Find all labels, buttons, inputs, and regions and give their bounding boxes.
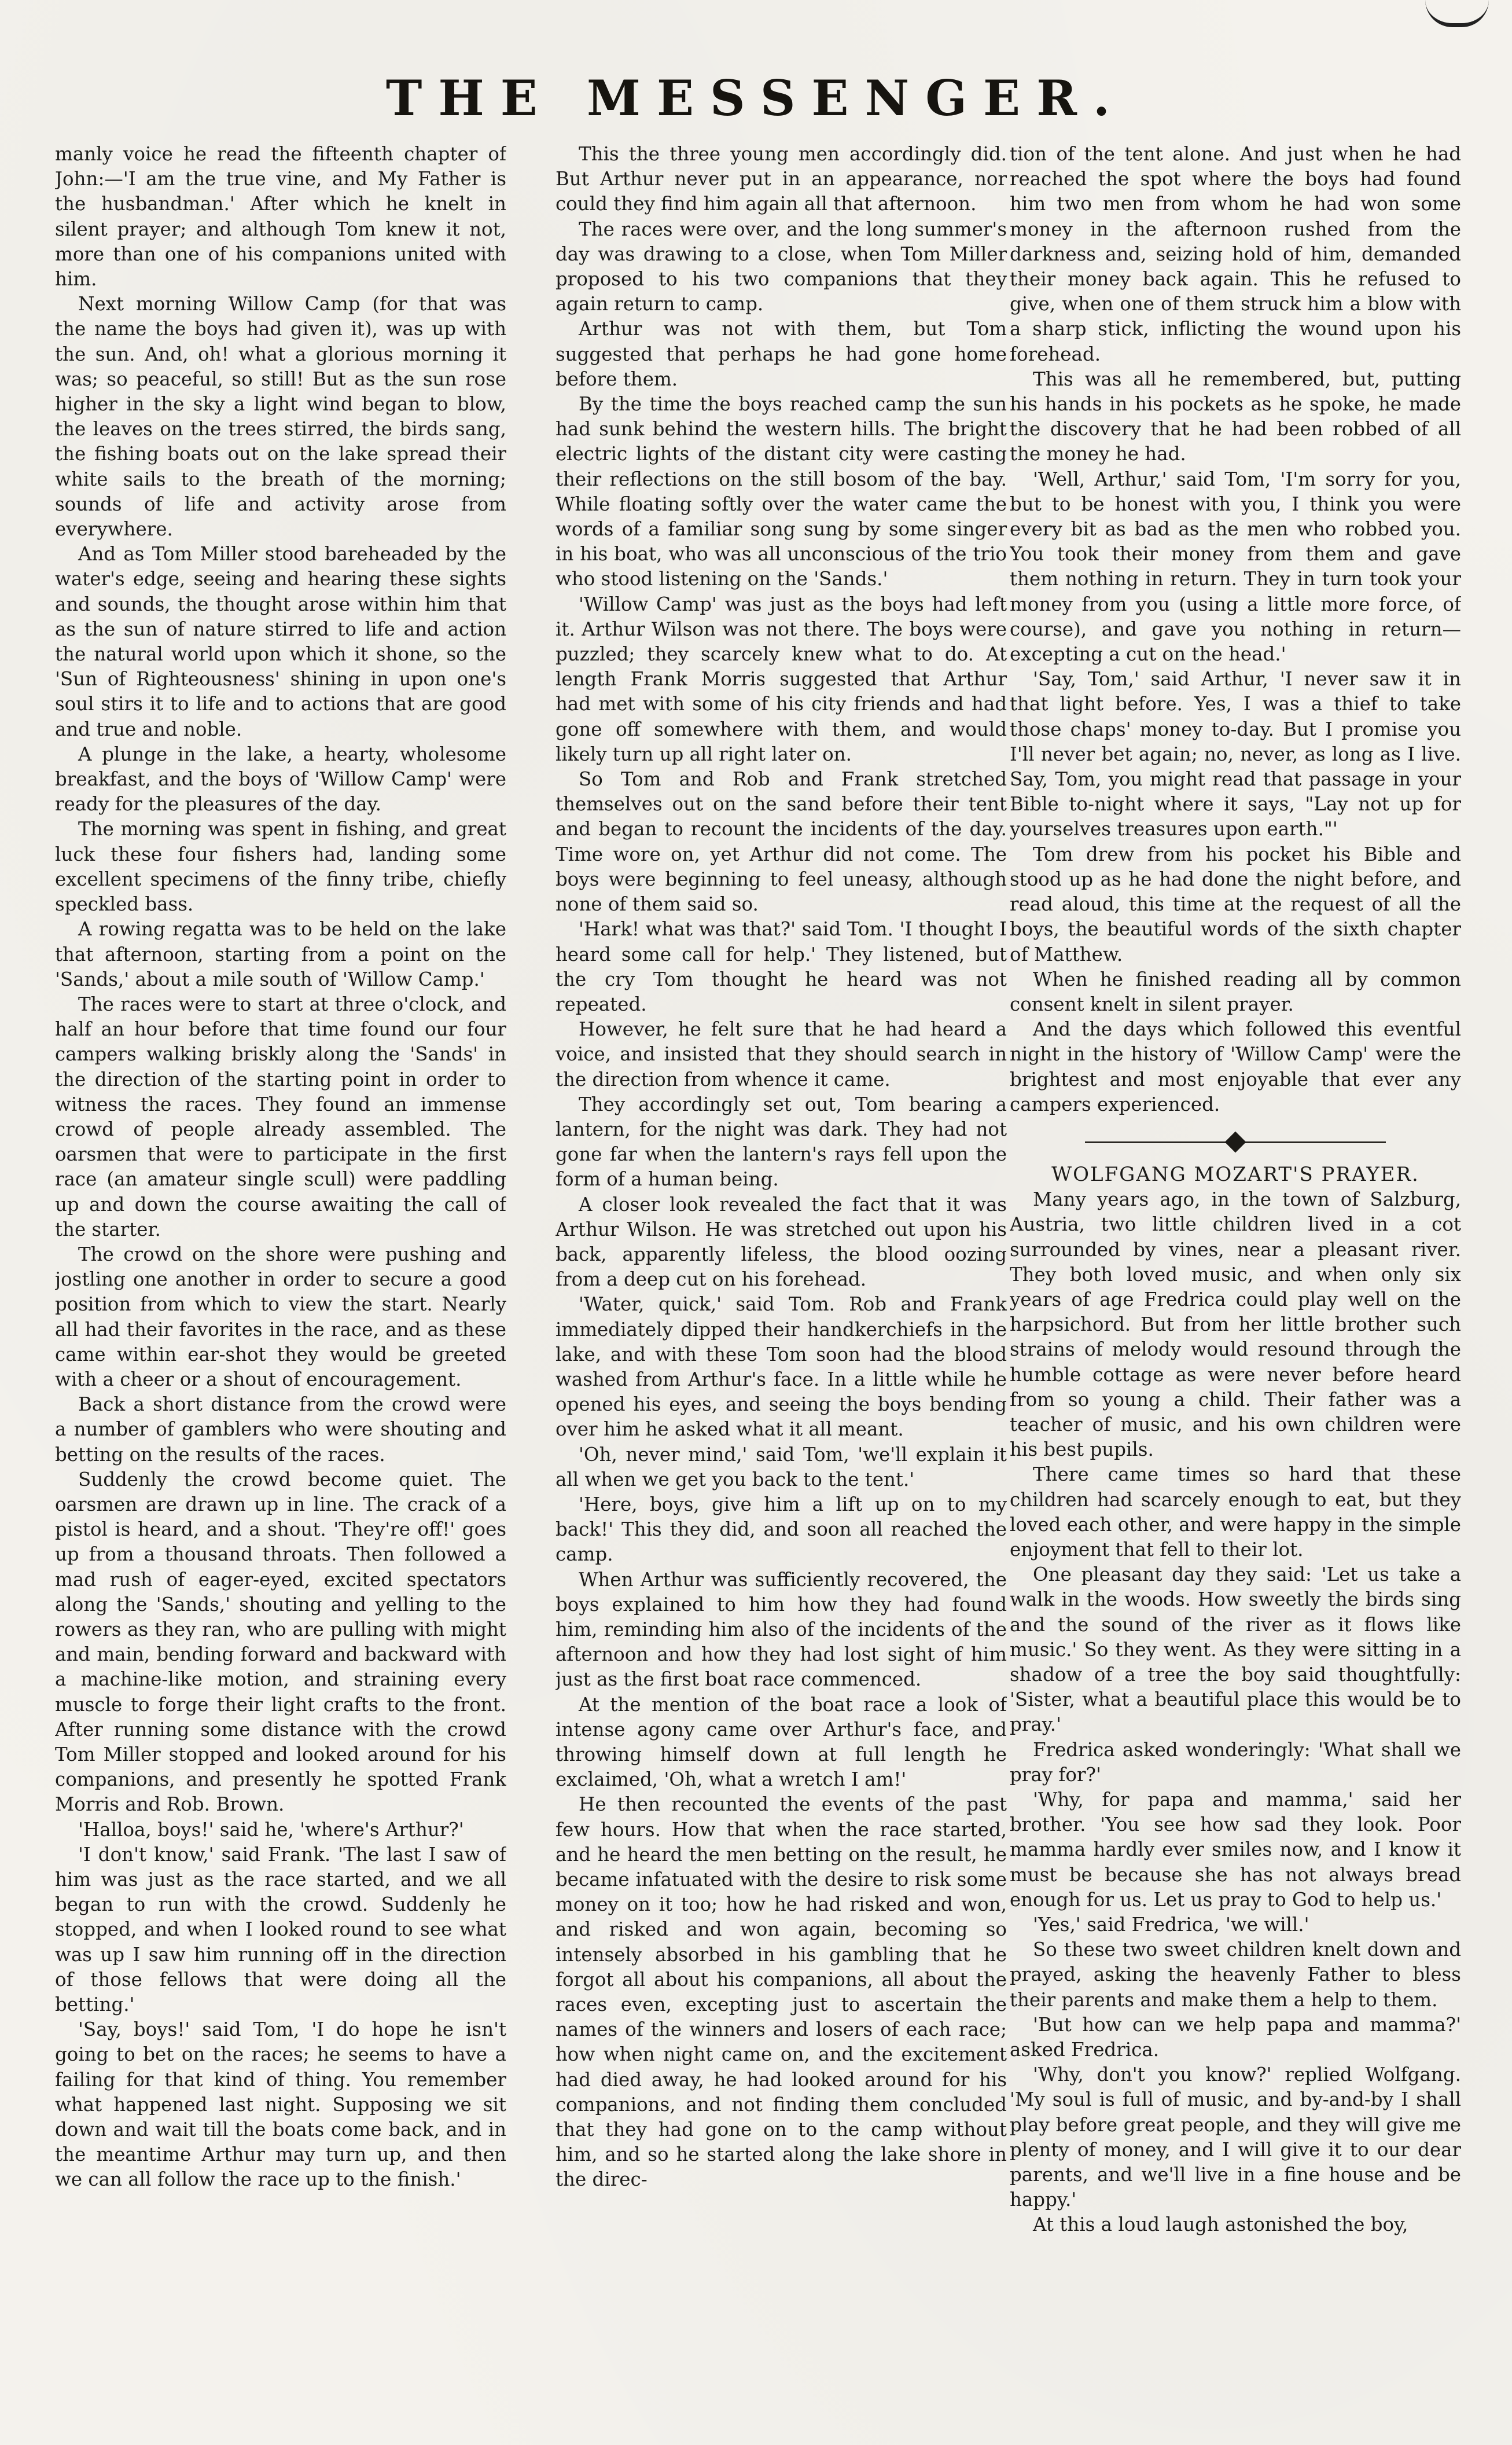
paragraph: 'Water, quick,' said Tom. Rob and Frank immediately dipped their handkerchiefs in the lake, and with these Tom soon had the blood washed from Arthur's face. In a little while he opened his eyes, and seeing the boys bending over him he asked what it all meant. — [555, 1293, 1007, 1441]
paragraph: 'Yes,' said Fredrica, 'we will.' — [1033, 1914, 1309, 1936]
column-3 — [1010, 142, 1461, 2420]
paragraph: 'I don't know,' said Frank. 'The last I saw of him was just as the race started, and we all began to run with the crowd. Suddenly he stopped, and when I looked round to see what was up I saw him running off in the direction of those fellows that were doing all the betting.' — [55, 1843, 506, 2016]
paragraph: And as Tom Miller stood bareheaded by the water's edge, seeing and hearing these sights and sounds, the thought arose within him that as the sun of nature stirred to life and action the natural world upon which it shone, so the 'Sun of Righteousness' shining in upon one's soul stirs it to life and to actions that are good and true and noble. — [55, 543, 506, 740]
paragraph: This the three young men accordingly did. But Arthur never put in an appearance, nor could they find him again all that afternoon. — [555, 143, 1007, 215]
column-1 — [55, 142, 506, 2420]
paragraph: So Tom and Rob and Frank stretched themselves out on the sand before their tent and began to recount the incidents of the day. Time wore on, yet Arthur did not come. The boys were beginning to feel uneasy, although none of them said so. — [555, 768, 1007, 916]
paragraph: 'Here, boys, give him a lift up on to my back!' This they did, and soon all reached the camp. — [555, 1493, 1007, 1566]
paragraph: A closer look revealed the fact that it was Arthur Wilson. He was stretched out upon his back, apparently lifeless, the blood oozing from a deep cut on his forehead. — [555, 1193, 1007, 1291]
paragraph: By the time the boys reached camp the sun had sunk behind the western hills. The bright electric lights of the distant city were casting their reflections on the still bosom of the bay. While floating softly over the water came the words of a familiar song sung by some singer in his boat, who was all unconscious of the trio who stood listening on the 'Sands.' — [555, 393, 1007, 590]
paragraph: When Arthur was sufficiently recovered, the boys explained to him how they had found him, reminding him also of the incidents of the afternoon and how they had lost sight of him just as the first boat race commenced. — [555, 1568, 1007, 1691]
column-2 — [555, 142, 1007, 2420]
paragraph: One pleasant day they said: 'Let us take a walk in the woods. How sweetly the birds sing and the sound of the river as it flows like music.' So they went. As they were sitting in a shadow of a tree the boy said thoughtfully: 'Sister, what a beautiful place this would be to pray.' — [1010, 1563, 1461, 1736]
paragraph: However, he felt sure that he had heard a voice, and insisted that they should search in the direction from whence it came. — [555, 1018, 1007, 1091]
paragraph: He then recounted the events of the past few hours. How that when the race started, and he heard the men betting on the result, he became infatuated with the desire to risk some money on it too; how he had risked and won, and risked and won again, becoming so intensely absorbed in his gambling that he forgot all about his companions, all about the races even, excepting just to ascertain the names of the winners and losers of each race; how when night came on, and the excitement had died away, he had looked around for his companions, and not finding them concluded that they had gone on to the camp without him, and so he started along the lake shore in the direc- — [555, 1793, 1007, 2191]
paragraph: 'Say, Tom,' said Arthur, 'I never saw it in that light before. Yes, I was a thief to take those chaps' money to-day. But I promise you I'll never bet again; no, never, as long as I live. Say, Tom, you might read that passage in your Bible to-night where it says, "Lay not up for yourselves treasures upon earth."' — [1010, 668, 1461, 840]
page-corner-mark — [1425, 0, 1489, 27]
paragraph: And the days which followed this eventful night in the history of 'Willow Camp' were the brightest and most enjoyable that ever any campers experienced. — [1010, 1018, 1461, 1115]
paragraph: At the mention of the boat race a look of intense agony came over Arthur's face, and throwing himself down at full length he exclaimed, 'Oh, what a wretch I am!' — [555, 1693, 1007, 1791]
paragraph: The races were over, and the long summer's day was drawing to a close, when Tom Miller proposed to his two companions that they again return to camp. — [555, 218, 1007, 315]
paragraph: 'Why, for papa and mamma,' said her brother. 'You see how sad they look. Poor mamma hardly ever smiles now, and I know it must be because she has not always bread enough for us. Let us pray to God to help us.' — [1010, 1789, 1461, 1911]
paragraph: The races were to start at three o'clock, and half an hour before that time found our four campers walking briskly along the 'Sands' in the direction of the starting point in order to witness the races. They found an immense crowd of people already assembled. The oarsmen that were to participate in the first race (an amateur single scull) were paddling up and down the course awaiting the call of the starter. — [55, 993, 506, 1240]
masthead-title: THE MESSENGER. — [385, 69, 1127, 127]
paragraph: When he finished reading all by common consent knelt in silent prayer. — [1010, 968, 1461, 1015]
paragraph: 'Well, Arthur,' said Tom, 'I'm sorry for you, but to be honest with you, I think you were every bit as bad as the men who robbed you. You took their money from them and gave them nothing in return. They in turn took your money from you (using a little more force, of course), and gave you nothing in return—excepting a cut on the head.' — [1010, 468, 1461, 666]
paragraph: tion of the tent alone. And just when he had reached the spot where the boys had found him two men from whom he had won some money in the afternoon rushed from the darkness and, seizing hold of him, demanded their money back again. This he refused to give, when one of them struck him a blow with a sharp stick, inflicting the wound upon his forehead. — [1010, 143, 1461, 365]
paragraph: 'Hark! what was that?' said Tom. 'I thought I heard some call for help.' They listened, but the cry Tom thought he heard was not repeated. — [555, 918, 1007, 1015]
section-divider — [1010, 1125, 1461, 1160]
paragraph: This was all he remembered, but, putting his hands in his pockets as he spoke, he made the discovery that he had been robbed of all the money he had. — [1010, 368, 1461, 465]
paragraph: 'Halloa, boys!' said he, 'where's Arthur?' — [78, 1818, 464, 1841]
paragraph: 'Oh, never mind,' said Tom, 'we'll explain it all when we get you back to the tent.' — [555, 1443, 1007, 1491]
paragraph: The crowd on the shore were pushing and jostling one another in order to secure a good position from which to view the start. Nearly all had their favorites in the race, and as these came within ear-shot they would be greeted with a cheer or a shout of encouragement. — [55, 1243, 506, 1390]
paragraph: Arthur was not with them, but Tom suggested that perhaps he had gone home before them. — [555, 318, 1007, 390]
paragraph: 'Why, don't you know?' replied Wolfgang. 'My soul is full of music, and by-and-by I shall play before great people, and they will give me plenty of money, and I will give it to our dear parents, and we'll live in a fine house and be happy.' — [1010, 2064, 1461, 2211]
paragraph: The morning was spent in fishing, and great luck these four fishers had, landing some excellent specimens of the finny tribe, chiefly speckled bass. — [55, 818, 506, 916]
divider-diamond-ornament — [1225, 1132, 1246, 1153]
paragraph: Next morning Willow Camp (for that was the name the boys had given it), was up with the sun. And, oh! what a glorious morning it was; so peaceful, so still! But as the sun rose higher in the sky a light wind began to blow, the leaves on the trees stirred, the birds sang, the fishing boats out on the lake spread their white sails to the breath of the morning; sounds of life and activity arose from everywhere. — [55, 293, 506, 541]
paragraph: There came times so hard that these children had scarcely enough to eat, but they loved each other, and were happy in the simple enjoyment that fell to their lot. — [1010, 1463, 1461, 1561]
paragraph: 'But how can we help papa and mamma?' asked Fredrica. — [1010, 2013, 1461, 2061]
paragraph: Many years ago, in the town of Salzburg, Austria, two little children lived in a cot surrounded by vines, near a pleasant river. They both loved music, and when only six years of age Fredrica could play well on the harpsichord. But from her little brother such strains of melody would resound through the humble cottage as were never before heard from so young a child. Their father was a teacher of music, and his own children were his best pupils. — [1010, 1188, 1461, 1461]
paragraph: manly voice he read the fifteenth chapter of John:—'I am the true vine, and My Father is the husbandman.' After which he knelt in silent prayer; and although Tom knew it not, more than one of his companions united with him. — [55, 143, 506, 291]
paragraph: At this a loud laugh astonished the boy, — [1033, 2213, 1408, 2236]
paragraph: A plunge in the lake, a hearty, wholesome breakfast, and the boys of 'Willow Camp' were ready for the pleasures of the day. — [55, 743, 506, 816]
paragraph: Tom drew from his pocket his Bible and stood up as he had done the night before, and read aloud, this time at the request of all the boys, the beautiful words of the sixth chapter of Matthew. — [1010, 843, 1461, 965]
paragraph: They accordingly set out, Tom bearing a lantern, for the night was dark. They had not gone far when the lantern's rays fell upon the form of a human being. — [555, 1093, 1007, 1191]
paragraph: Back a short distance from the crowd were a number of gamblers who were shouting and betting on the results of the races. — [55, 1393, 506, 1466]
article-headline: WOLFGANG MOZART'S PRAYER. — [1051, 1162, 1419, 1186]
paragraph: Fredrica asked wonderingly: 'What shall we pray for?' — [1010, 1738, 1461, 1786]
paragraph: Suddenly the crowd become quiet. The oarsmen are drawn up in line. The crack of a pistol is heard, and a shout. 'They're off!' goes up from a thousand throats. Then followed a mad rush of eager-eyed, excited spectators along the 'Sands,' shouting and yelling to the rowers as they ran, who are pulling with might and main, bending forward and backward with a machine-like motion, and straining every muscle to forge their light crafts to the front. After running some distance with the crowd Tom Miller stopped and looked around for his companions, and presently he spotted Frank Morris and Rob. Brown. — [55, 1468, 506, 1816]
paragraph: 'Willow Camp' was just as the boys had left it. Arthur Wilson was not there. The boys were puzzled; they scarcely knew what to do. At length Frank Morris suggested that Arthur had met with some of his city friends and had gone off somewhere with them, and would likely turn up all right later on. — [555, 593, 1007, 765]
paragraph: A rowing regatta was to be held on the lake that afternoon, starting from a point on the 'Sands,' about a mile south of 'Willow Camp.' — [55, 918, 506, 990]
paragraph: 'Say, boys!' said Tom, 'I do hope he isn't going to bet on the races; he seems to have a failing for that kind of thing. You remember what happened last night. Supposing we sit down and wait till the boats come back, and in the meantime Arthur may turn up, and then we can all follow the race up to the finish.' — [55, 2018, 506, 2191]
paragraph: So these two sweet children knelt down and prayed, asking the heavenly Father to bless their parents and make them a help to them. — [1010, 1939, 1461, 2011]
